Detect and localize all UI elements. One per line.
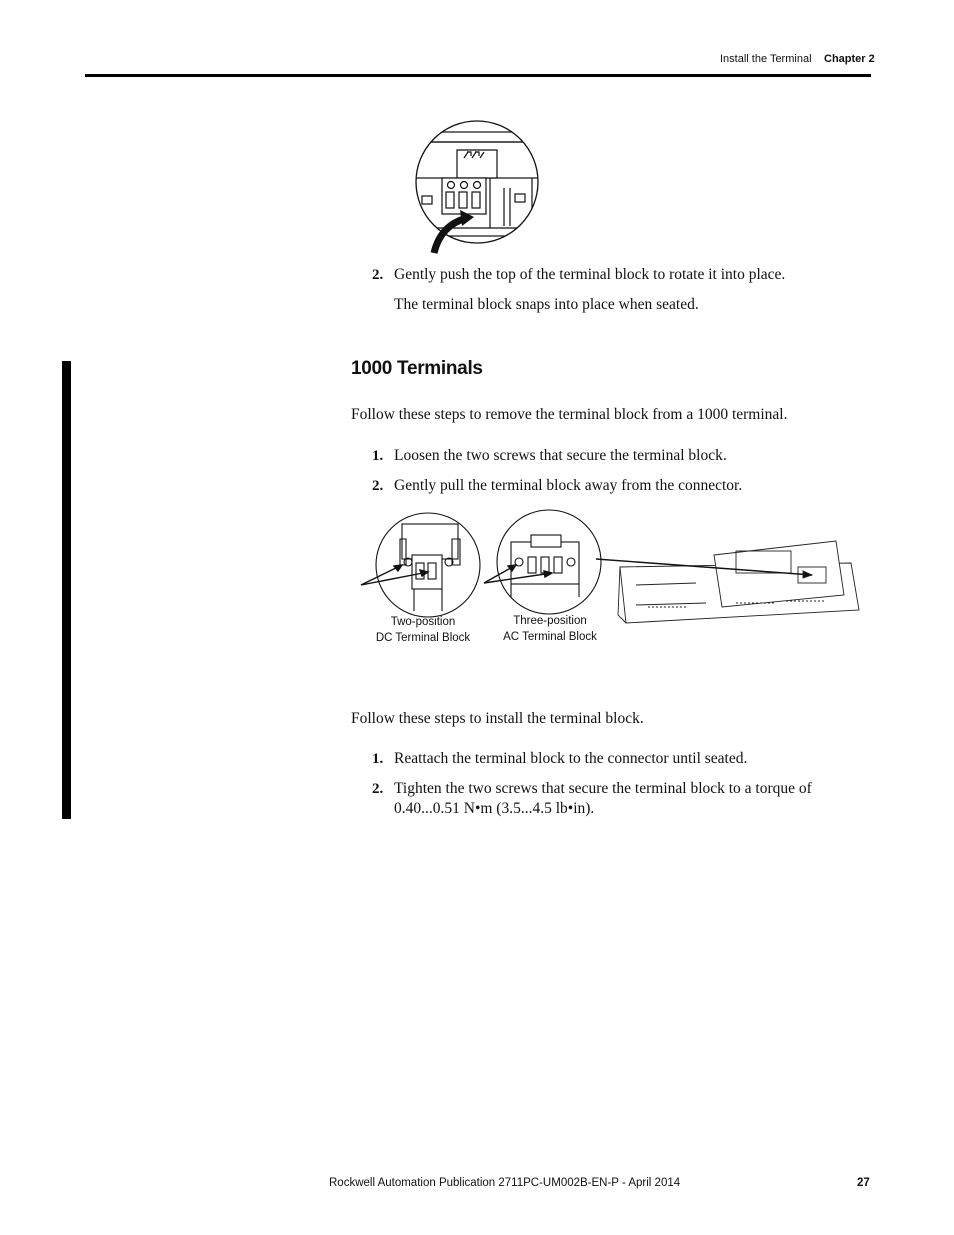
dc-terminal-block-caption [370,614,476,646]
step-number: 2. [372,781,384,797]
dc-terminal-block-detail [376,513,480,617]
caption-line: AC Terminal Block [503,631,597,643]
footer-publication: Rockwell Automation Publication 2711PC-UM002B-EN-P - April 2014 [329,1177,681,1189]
terminal-back-view [596,541,859,623]
page-number: 27 [857,1177,870,1189]
step-text: Gently pull the terminal block away from the connector. [394,477,743,494]
step-text: Reattach the terminal block to the connector until seated. [394,750,748,767]
ac-terminal-block-detail [497,510,601,614]
step-text [394,779,864,819]
step-text-line: 0.40...0.51 N•m (3.5...4.5 lb•in). [394,800,595,817]
remove-intro-paragraph: Follow these steps to remove the terminal block from a 1000 terminal. [351,406,788,423]
caption-line: Two-position [390,616,456,628]
header-rule [85,74,871,77]
step-number: 2. [372,267,384,283]
step-text-line: Tighten the two screws that secure the terminal block to a torque of [394,780,812,797]
step-result-text: The terminal block snaps into place when seated. [394,296,699,313]
step-number: 1. [372,448,384,464]
step-text: Gently push the top of the terminal block to rotate it into place. [394,266,786,283]
caption-line: Three-position [513,615,587,627]
terminal-block-rotate-figure [412,118,542,260]
terminal-block-locations-figure [356,515,866,630]
running-header-chapter: Chapter 2 [824,53,875,65]
revision-change-bar [62,361,71,819]
step-number: 2. [372,478,384,494]
step-text: Loosen the two screws that secure the terminal block. [394,447,727,464]
install-intro-paragraph: Follow these steps to install the terminal block. [351,710,644,727]
section-heading: 1000 Terminals [351,358,483,379]
running-header-section: Install the Terminal [720,53,812,65]
ac-terminal-block-caption [496,613,604,645]
step-number: 1. [372,751,384,767]
caption-line: DC Terminal Block [375,632,471,644]
